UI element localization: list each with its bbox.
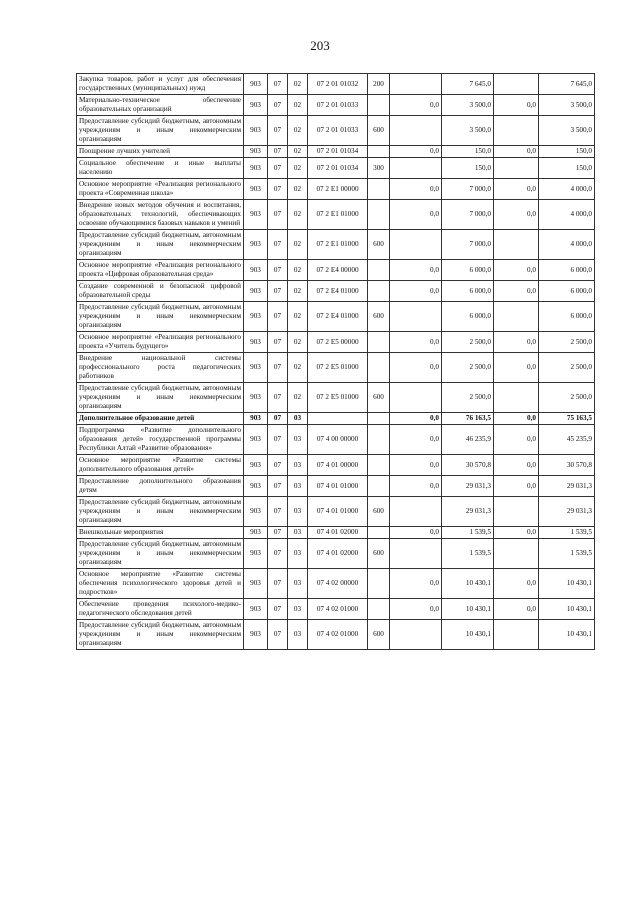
amount-cell-2: 10 430,1 bbox=[442, 620, 494, 650]
section-code-cell: 07 bbox=[268, 260, 288, 281]
subsection-code-cell: 03 bbox=[288, 569, 308, 599]
amount-cell-3: 0,0 bbox=[494, 476, 539, 497]
amount-cell-1: 0,0 bbox=[390, 281, 442, 302]
expense-type-cell bbox=[368, 200, 390, 230]
table-row bbox=[77, 527, 595, 539]
section-code-cell: 07 bbox=[268, 455, 288, 476]
expense-type-cell: 600 bbox=[368, 302, 390, 332]
target-article-cell: 07 4 01 01000 bbox=[308, 476, 368, 497]
row-name-cell: Внедрение новых методов обучения и воспитания, образовательных технологий, обеспечивающих освоение обучающимися базовых навыков и умений bbox=[77, 200, 244, 230]
amount-cell-2: 76 163,5 bbox=[442, 413, 494, 425]
section-code-cell: 07 bbox=[268, 599, 288, 620]
amount-cell-4: 3 500,0 bbox=[539, 116, 595, 146]
subsection-code-cell: 02 bbox=[288, 116, 308, 146]
table-row bbox=[77, 302, 595, 332]
section-code-cell: 07 bbox=[268, 95, 288, 116]
section-code-cell: 07 bbox=[268, 383, 288, 413]
table-row bbox=[77, 179, 595, 200]
budget-table bbox=[76, 73, 595, 650]
expense-type-cell bbox=[368, 425, 390, 455]
amount-cell-4: 4 000,0 bbox=[539, 200, 595, 230]
section-code-cell: 07 bbox=[268, 302, 288, 332]
row-name-cell: Основное мероприятие «Реализация регионального проекта «Современная школа» bbox=[77, 179, 244, 200]
amount-cell-1: 0,0 bbox=[390, 179, 442, 200]
subsection-code-cell: 02 bbox=[288, 200, 308, 230]
amount-cell-4: 2 500,0 bbox=[539, 353, 595, 383]
section-code-cell: 07 bbox=[268, 158, 288, 179]
amount-cell-1 bbox=[390, 620, 442, 650]
ministry-code-cell: 903 bbox=[244, 620, 268, 650]
target-article-cell: 07 4 01 01000 bbox=[308, 497, 368, 527]
amount-cell-4: 7 645,0 bbox=[539, 74, 595, 95]
amount-cell-2: 3 500,0 bbox=[442, 95, 494, 116]
target-article-cell: 07 2 E5 01000 bbox=[308, 383, 368, 413]
amount-cell-1: 0,0 bbox=[390, 569, 442, 599]
amount-cell-2: 29 031,3 bbox=[442, 476, 494, 497]
amount-cell-4: 10 430,1 bbox=[539, 620, 595, 650]
amount-cell-4: 4 000,0 bbox=[539, 179, 595, 200]
amount-cell-2: 7 000,0 bbox=[442, 200, 494, 230]
section-code-cell: 07 bbox=[268, 413, 288, 425]
row-name-cell: Предоставление субсидий бюджетным, автономным учреждениям и иным некоммерческим организациям bbox=[77, 230, 244, 260]
target-article-cell: 07 2 01 01032 bbox=[308, 74, 368, 95]
expense-type-cell: 600 bbox=[368, 230, 390, 260]
expense-type-cell bbox=[368, 179, 390, 200]
amount-cell-3: 0,0 bbox=[494, 425, 539, 455]
amount-cell-4: 6 000,0 bbox=[539, 302, 595, 332]
amount-cell-4: 29 031,3 bbox=[539, 476, 595, 497]
subsection-code-cell: 02 bbox=[288, 332, 308, 353]
row-name-cell: Предоставление субсидий бюджетным, автономным учреждениям и иным некоммерческим организациям bbox=[77, 383, 244, 413]
target-article-cell: 07 2 01 01034 bbox=[308, 158, 368, 179]
amount-cell-1: 0,0 bbox=[390, 527, 442, 539]
table-row bbox=[77, 353, 595, 383]
row-name-cell: Предоставление субсидий бюджетным, автономным учреждениям и иным некоммерческим организациям bbox=[77, 497, 244, 527]
table-row bbox=[77, 116, 595, 146]
row-name-cell: Дополнительное образование детей bbox=[77, 413, 244, 425]
row-name-cell: Основное мероприятие «Развитие системы обеспечения психологического здоровья детей и подростков» bbox=[77, 569, 244, 599]
subsection-code-cell: 03 bbox=[288, 476, 308, 497]
amount-cell-3: 0,0 bbox=[494, 527, 539, 539]
ministry-code-cell: 903 bbox=[244, 527, 268, 539]
amount-cell-2: 10 430,1 bbox=[442, 599, 494, 620]
table-row bbox=[77, 599, 595, 620]
expense-type-cell bbox=[368, 527, 390, 539]
ministry-code-cell: 903 bbox=[244, 425, 268, 455]
amount-cell-2: 2 500,0 bbox=[442, 353, 494, 383]
expense-type-cell: 200 bbox=[368, 74, 390, 95]
amount-cell-4: 6 000,0 bbox=[539, 281, 595, 302]
amount-cell-3 bbox=[494, 383, 539, 413]
subsection-code-cell: 02 bbox=[288, 158, 308, 179]
target-article-cell: 07 2 E5 00000 bbox=[308, 332, 368, 353]
expense-type-cell: 600 bbox=[368, 620, 390, 650]
ministry-code-cell: 903 bbox=[244, 95, 268, 116]
amount-cell-3: 0,0 bbox=[494, 455, 539, 476]
subsection-code-cell: 03 bbox=[288, 425, 308, 455]
target-article-cell: 07 4 01 00000 bbox=[308, 455, 368, 476]
subsection-code-cell: 02 bbox=[288, 260, 308, 281]
amount-cell-3: 0,0 bbox=[494, 179, 539, 200]
row-name-cell: Предоставление дополнительного образования детям bbox=[77, 476, 244, 497]
row-name-cell: Внешкольные мероприятия bbox=[77, 527, 244, 539]
amount-cell-1: 0,0 bbox=[390, 260, 442, 281]
amount-cell-1 bbox=[390, 302, 442, 332]
section-code-cell: 07 bbox=[268, 281, 288, 302]
table-row bbox=[77, 260, 595, 281]
amount-cell-2: 6 000,0 bbox=[442, 281, 494, 302]
amount-cell-2: 46 235,9 bbox=[442, 425, 494, 455]
amount-cell-4: 10 430,1 bbox=[539, 569, 595, 599]
table-row bbox=[77, 281, 595, 302]
amount-cell-1 bbox=[390, 230, 442, 260]
amount-cell-4: 1 539,5 bbox=[539, 527, 595, 539]
row-name-cell: Обеспечение проведения психолого-медико-педагогического обследования детей bbox=[77, 599, 244, 620]
amount-cell-1 bbox=[390, 497, 442, 527]
amount-cell-3: 0,0 bbox=[494, 353, 539, 383]
ministry-code-cell: 903 bbox=[244, 74, 268, 95]
expense-type-cell bbox=[368, 476, 390, 497]
amount-cell-2: 1 539,5 bbox=[442, 527, 494, 539]
section-code-cell: 07 bbox=[268, 425, 288, 455]
expense-type-cell bbox=[368, 260, 390, 281]
ministry-code-cell: 903 bbox=[244, 260, 268, 281]
row-name-cell: Материально-техническое обеспечение образовательных организаций bbox=[77, 95, 244, 116]
target-article-cell: 07 2 E1 00000 bbox=[308, 179, 368, 200]
amount-cell-4: 150,0 bbox=[539, 146, 595, 158]
amount-cell-3: 0,0 bbox=[494, 281, 539, 302]
table-row bbox=[77, 383, 595, 413]
target-article-cell: 07 2 E4 01000 bbox=[308, 281, 368, 302]
ministry-code-cell: 903 bbox=[244, 116, 268, 146]
subsection-code-cell: 03 bbox=[288, 413, 308, 425]
row-name-cell: Подпрограмма «Развитие дополнительного образования детей» государственной программы Республики Алтай «Развитие образования» bbox=[77, 425, 244, 455]
amount-cell-3 bbox=[494, 620, 539, 650]
ministry-code-cell: 903 bbox=[244, 476, 268, 497]
section-code-cell: 07 bbox=[268, 146, 288, 158]
ministry-code-cell: 903 bbox=[244, 332, 268, 353]
amount-cell-1: 0,0 bbox=[390, 599, 442, 620]
subsection-code-cell: 03 bbox=[288, 527, 308, 539]
expense-type-cell bbox=[368, 146, 390, 158]
expense-type-cell: 600 bbox=[368, 497, 390, 527]
table-row bbox=[77, 230, 595, 260]
subsection-code-cell: 02 bbox=[288, 383, 308, 413]
amount-cell-3 bbox=[494, 302, 539, 332]
target-article-cell: 07 2 E4 00000 bbox=[308, 260, 368, 281]
expense-type-cell bbox=[368, 599, 390, 620]
amount-cell-3: 0,0 bbox=[494, 260, 539, 281]
row-name-cell: Закупка товаров, работ и услуг для обеспечения государственных (муниципальных) нужд bbox=[77, 74, 244, 95]
expense-type-cell: 600 bbox=[368, 383, 390, 413]
ministry-code-cell: 903 bbox=[244, 539, 268, 569]
amount-cell-3: 0,0 bbox=[494, 332, 539, 353]
table-row bbox=[77, 74, 595, 95]
amount-cell-2: 2 500,0 bbox=[442, 383, 494, 413]
amount-cell-3 bbox=[494, 230, 539, 260]
amount-cell-4: 3 500,0 bbox=[539, 95, 595, 116]
amount-cell-4: 2 500,0 bbox=[539, 383, 595, 413]
table-row bbox=[77, 455, 595, 476]
subsection-code-cell: 02 bbox=[288, 302, 308, 332]
target-article-cell: 07 4 02 00000 bbox=[308, 569, 368, 599]
row-name-cell: Предоставление субсидий бюджетным, автономным учреждениям и иным некоммерческим организациям bbox=[77, 302, 244, 332]
ministry-code-cell: 903 bbox=[244, 179, 268, 200]
table-row bbox=[77, 158, 595, 179]
amount-cell-2: 6 000,0 bbox=[442, 260, 494, 281]
amount-cell-2: 150,0 bbox=[442, 146, 494, 158]
target-article-cell: 07 2 01 01034 bbox=[308, 146, 368, 158]
ministry-code-cell: 903 bbox=[244, 230, 268, 260]
row-name-cell: Предоставление субсидий бюджетным, автономным учреждениям и иным некоммерческим организациям bbox=[77, 539, 244, 569]
expense-type-cell: 600 bbox=[368, 539, 390, 569]
section-code-cell: 07 bbox=[268, 200, 288, 230]
amount-cell-1 bbox=[390, 383, 442, 413]
budget-table-body bbox=[77, 74, 595, 650]
table-row bbox=[77, 200, 595, 230]
section-code-cell: 07 bbox=[268, 497, 288, 527]
subsection-code-cell: 02 bbox=[288, 281, 308, 302]
amount-cell-4: 75 163,5 bbox=[539, 413, 595, 425]
amount-cell-1: 0,0 bbox=[390, 332, 442, 353]
ministry-code-cell: 903 bbox=[244, 569, 268, 599]
target-article-cell: 07 2 01 01033 bbox=[308, 116, 368, 146]
expense-type-cell bbox=[368, 353, 390, 383]
section-code-cell: 07 bbox=[268, 74, 288, 95]
ministry-code-cell: 903 bbox=[244, 200, 268, 230]
subsection-code-cell: 03 bbox=[288, 497, 308, 527]
target-article-cell: 07 4 00 00000 bbox=[308, 425, 368, 455]
section-code-cell: 07 bbox=[268, 539, 288, 569]
amount-cell-1: 0,0 bbox=[390, 455, 442, 476]
subsection-code-cell: 02 bbox=[288, 146, 308, 158]
subsection-code-cell: 02 bbox=[288, 230, 308, 260]
amount-cell-2: 29 031,3 bbox=[442, 497, 494, 527]
row-name-cell: Предоставление субсидий бюджетным, автономным учреждениям и иным некоммерческим организациям bbox=[77, 620, 244, 650]
amount-cell-3 bbox=[494, 116, 539, 146]
amount-cell-2: 150,0 bbox=[442, 158, 494, 179]
amount-cell-1 bbox=[390, 539, 442, 569]
amount-cell-2: 2 500,0 bbox=[442, 332, 494, 353]
ministry-code-cell: 903 bbox=[244, 146, 268, 158]
target-article-cell: 07 4 01 02000 bbox=[308, 539, 368, 569]
amount-cell-1: 0,0 bbox=[390, 95, 442, 116]
section-code-cell: 07 bbox=[268, 353, 288, 383]
section-code-cell: 07 bbox=[268, 620, 288, 650]
ministry-code-cell: 903 bbox=[244, 413, 268, 425]
row-name-cell: Предоставление субсидий бюджетным, автономным учреждениям и иным некоммерческим организациям bbox=[77, 116, 244, 146]
section-code-cell: 07 bbox=[268, 230, 288, 260]
amount-cell-2: 7 000,0 bbox=[442, 230, 494, 260]
target-article-cell: 07 4 02 01000 bbox=[308, 620, 368, 650]
expense-type-cell: 300 bbox=[368, 158, 390, 179]
target-article-cell: 07 2 E1 01000 bbox=[308, 200, 368, 230]
expense-type-cell bbox=[368, 332, 390, 353]
row-name-cell: Внедрение национальной системы профессионального роста педагогических работников bbox=[77, 353, 244, 383]
amount-cell-4: 150,0 bbox=[539, 158, 595, 179]
table-row bbox=[77, 569, 595, 599]
amount-cell-1 bbox=[390, 116, 442, 146]
section-code-cell: 07 bbox=[268, 332, 288, 353]
amount-cell-4: 1 539,5 bbox=[539, 539, 595, 569]
ministry-code-cell: 903 bbox=[244, 302, 268, 332]
amount-cell-2: 1 539,5 bbox=[442, 539, 494, 569]
table-row bbox=[77, 425, 595, 455]
row-name-cell: Социальное обеспечение и иные выплаты населению bbox=[77, 158, 244, 179]
amount-cell-2: 10 430,1 bbox=[442, 569, 494, 599]
subsection-code-cell: 03 bbox=[288, 599, 308, 620]
amount-cell-4: 10 430,1 bbox=[539, 599, 595, 620]
amount-cell-2: 30 570,8 bbox=[442, 455, 494, 476]
row-name-cell: Основное мероприятие «Развитие системы дополнительного образования детей» bbox=[77, 455, 244, 476]
table-row bbox=[77, 413, 595, 425]
amount-cell-4: 45 235,9 bbox=[539, 425, 595, 455]
amount-cell-3: 0,0 bbox=[494, 569, 539, 599]
amount-cell-3: 0,0 bbox=[494, 200, 539, 230]
subsection-code-cell: 03 bbox=[288, 539, 308, 569]
ministry-code-cell: 903 bbox=[244, 497, 268, 527]
subsection-code-cell: 02 bbox=[288, 74, 308, 95]
target-article-cell: 07 2 E1 01000 bbox=[308, 230, 368, 260]
table-row bbox=[77, 332, 595, 353]
amount-cell-3: 0,0 bbox=[494, 599, 539, 620]
section-code-cell: 07 bbox=[268, 476, 288, 497]
target-article-cell: 07 2 E5 01000 bbox=[308, 353, 368, 383]
amount-cell-2: 3 500,0 bbox=[442, 116, 494, 146]
section-code-cell: 07 bbox=[268, 116, 288, 146]
amount-cell-4: 29 031,3 bbox=[539, 497, 595, 527]
amount-cell-1: 0,0 bbox=[390, 146, 442, 158]
amount-cell-2: 6 000,0 bbox=[442, 302, 494, 332]
amount-cell-1: 0,0 bbox=[390, 413, 442, 425]
table-row bbox=[77, 620, 595, 650]
expense-type-cell bbox=[368, 95, 390, 116]
amount-cell-2: 7 645,0 bbox=[442, 74, 494, 95]
amount-cell-4: 4 000,0 bbox=[539, 230, 595, 260]
ministry-code-cell: 903 bbox=[244, 281, 268, 302]
amount-cell-3 bbox=[494, 158, 539, 179]
table-row bbox=[77, 146, 595, 158]
target-article-cell: 07 2 01 01033 bbox=[308, 95, 368, 116]
expense-type-cell bbox=[368, 413, 390, 425]
amount-cell-2: 7 000,0 bbox=[442, 179, 494, 200]
row-name-cell: Основное мероприятие «Реализация регионального проекта «Цифровая образовательная среда» bbox=[77, 260, 244, 281]
expense-type-cell bbox=[368, 281, 390, 302]
ministry-code-cell: 903 bbox=[244, 599, 268, 620]
ministry-code-cell: 903 bbox=[244, 455, 268, 476]
row-name-cell: Поощрение лучших учителей bbox=[77, 146, 244, 158]
amount-cell-1 bbox=[390, 74, 442, 95]
subsection-code-cell: 03 bbox=[288, 620, 308, 650]
target-article-cell: 07 4 02 01000 bbox=[308, 599, 368, 620]
amount-cell-3 bbox=[494, 497, 539, 527]
subsection-code-cell: 03 bbox=[288, 455, 308, 476]
amount-cell-3 bbox=[494, 74, 539, 95]
target-article-cell: 07 4 01 02000 bbox=[308, 527, 368, 539]
table-row bbox=[77, 497, 595, 527]
ministry-code-cell: 903 bbox=[244, 383, 268, 413]
ministry-code-cell: 903 bbox=[244, 353, 268, 383]
row-name-cell: Основное мероприятие «Реализация регионального проекта «Учитель будущего» bbox=[77, 332, 244, 353]
amount-cell-1: 0,0 bbox=[390, 200, 442, 230]
amount-cell-1: 0,0 bbox=[390, 425, 442, 455]
target-article-cell: 07 2 E4 01000 bbox=[308, 302, 368, 332]
amount-cell-3: 0,0 bbox=[494, 146, 539, 158]
amount-cell-3 bbox=[494, 539, 539, 569]
section-code-cell: 07 bbox=[268, 527, 288, 539]
table-row bbox=[77, 95, 595, 116]
amount-cell-4: 2 500,0 bbox=[539, 332, 595, 353]
amount-cell-3: 0,0 bbox=[494, 95, 539, 116]
expense-type-cell: 600 bbox=[368, 116, 390, 146]
table-row bbox=[77, 539, 595, 569]
subsection-code-cell: 02 bbox=[288, 179, 308, 200]
amount-cell-4: 6 000,0 bbox=[539, 260, 595, 281]
section-code-cell: 07 bbox=[268, 569, 288, 599]
amount-cell-1: 0,0 bbox=[390, 353, 442, 383]
amount-cell-1: 0,0 bbox=[390, 476, 442, 497]
row-name-cell: Создание современной и безопасной цифровой образовательной среды bbox=[77, 281, 244, 302]
amount-cell-4: 30 570,8 bbox=[539, 455, 595, 476]
amount-cell-1 bbox=[390, 158, 442, 179]
target-article-cell bbox=[308, 413, 368, 425]
table-row bbox=[77, 476, 595, 497]
subsection-code-cell: 02 bbox=[288, 353, 308, 383]
amount-cell-3: 0,0 bbox=[494, 413, 539, 425]
expense-type-cell bbox=[368, 455, 390, 476]
page-number: 203 bbox=[310, 38, 330, 53]
section-code-cell: 07 bbox=[268, 179, 288, 200]
expense-type-cell bbox=[368, 569, 390, 599]
subsection-code-cell: 02 bbox=[288, 95, 308, 116]
ministry-code-cell: 903 bbox=[244, 158, 268, 179]
